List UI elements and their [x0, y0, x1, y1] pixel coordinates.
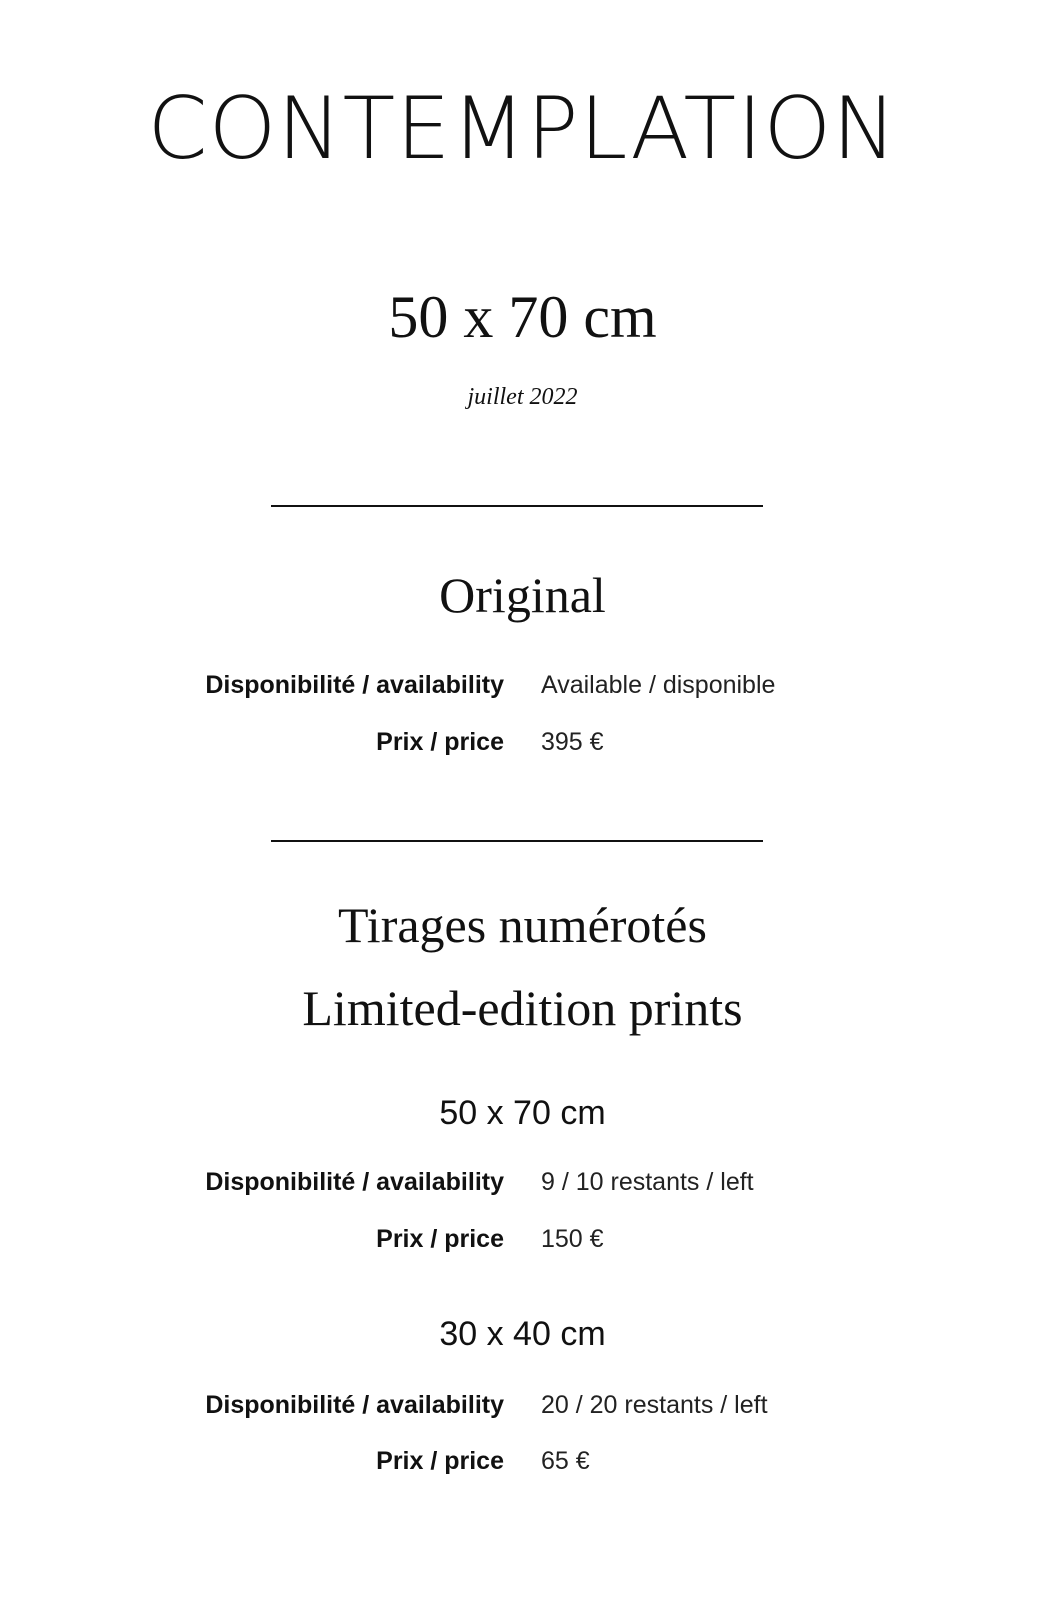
- edition-size-heading: 50 x 70 cm: [439, 1094, 606, 1132]
- edition-availability-row: [0, 1388, 1045, 1422]
- price-value: 395 €: [541, 728, 604, 756]
- availability-value: Available / disponible: [541, 671, 776, 699]
- availability-value: 9 / 10 restants / left: [541, 1168, 754, 1196]
- price-value: 150 €: [541, 1225, 604, 1253]
- original-price-row: [0, 725, 1045, 759]
- availability-label: Disponibilité / availability: [205, 1168, 504, 1196]
- original-availability-row: [0, 668, 1045, 702]
- edition-size-heading: 30 x 40 cm: [439, 1315, 606, 1353]
- availability-value: 20 / 20 restants / left: [541, 1391, 768, 1419]
- price-label: Prix / price: [376, 1225, 504, 1253]
- availability-label: Disponibilité / availability: [205, 1391, 504, 1419]
- price-label: Prix / price: [376, 1447, 504, 1475]
- artwork-dimensions: 50 x 70 cm: [388, 284, 657, 350]
- availability-label: Disponibilité / availability: [205, 671, 504, 699]
- artwork-date: juillet 2022: [467, 384, 578, 410]
- prints-heading-fr: Tirages numérotés: [338, 897, 707, 953]
- divider: [271, 840, 763, 842]
- prints-heading-en: Limited-edition prints: [302, 980, 743, 1036]
- edition-price-row: [0, 1222, 1045, 1256]
- divider: [271, 505, 763, 507]
- edition-price-row: [0, 1444, 1045, 1478]
- price-value: 65 €: [541, 1447, 590, 1475]
- price-label: Prix / price: [376, 728, 504, 756]
- edition-availability-row: [0, 1165, 1045, 1199]
- artwork-title: CONTEMPLATION: [147, 79, 898, 179]
- original-heading: Original: [439, 567, 606, 623]
